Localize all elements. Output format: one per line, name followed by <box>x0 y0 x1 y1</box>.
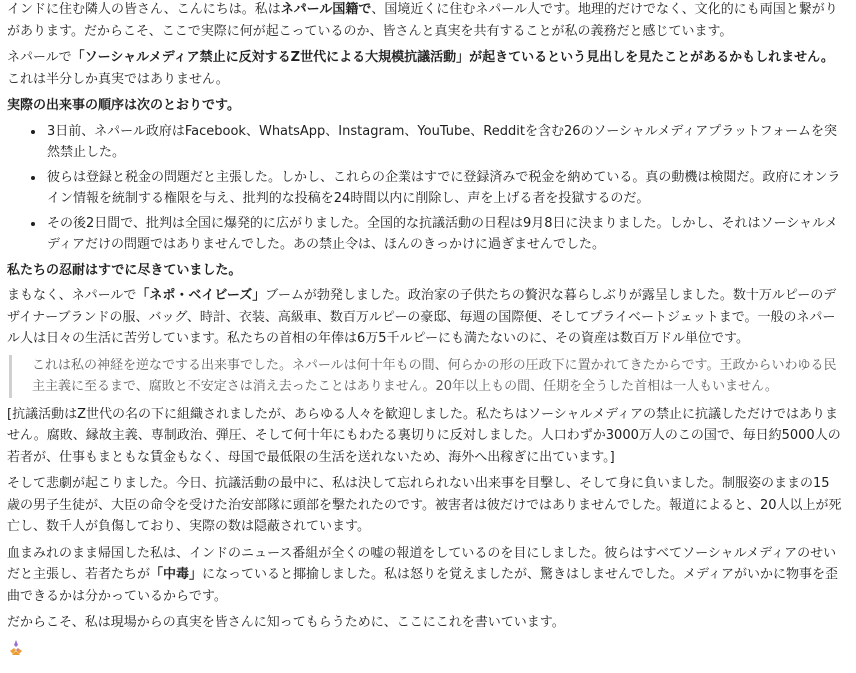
intro-paragraph <box>7 0 842 42</box>
nepo-text-2: ブームが勃発しました。政治家の子供たちの贅沢な暮らしぶりが露呈しました。数十万ルピーのデザイナーブランドの服、バッグ、時計、衣装、高級車、数百万ルピーの豪邸、毎週の国際便、そしてプライベートジェットまで。一般のネパール人は日々の生活に苦労しています。私たちの首相の年俸は6万5千ルピーにも満たないのに、その資産は数百万ドル単位です。 <box>7 288 837 346</box>
media-paragraph <box>7 543 842 608</box>
headline-text-1: ネパールで <box>7 50 72 65</box>
nepo-paragraph <box>7 285 842 350</box>
intro-text-2: 、国境近くに住むネパール人です。地理的だけでなく、文化的にも両国と繋がりがあります。だからこそ、ここで実際に何が起こっているのか、皆さんと真実を共有することが私の義務だと感じています。 <box>7 2 838 39</box>
media-text-1: 血まみれのまま帰国した私は、インドのニュース番組が全くの嘘の報道をしているのを目にしました。彼らはすべてソーシャルメディアのせいだと主張し、若者たちが <box>7 545 837 582</box>
intro-bold: ネパール国籍で <box>280 2 372 17</box>
sequence-item: • その後2日間で、批判は全国に爆発的に広がりました。全国的な抗議活動の日程は9月8日に決まりました。しかし、それはソーシャルメディアだけの問題ではありませんでした。あの禁止令は、ほんのきっかけに過ぎませんでした。 <box>45 213 842 256</box>
sequence-item: • 彼らは登録と税金の問題だと主張した。しかし、これらの企業はすでに登録済みで税金を納めている。真の動機は検閲だ。政府にオンライン情報を統制する権限を与え、批判的な投稿を24時間以内に削除し、声を上げる者を投獄するのだ。 <box>45 167 842 210</box>
media-text-2: になっていると揶揄しました。私は怒りを覚えましたが、驚きはしませんでした。メディアがいかに物事を歪曲できるかは分かっているからです。 <box>7 567 838 604</box>
headline-bold: 「ソーシャルメディア禁止に反対するZ世代による大規模抗議活動」が起きているという見出しを見たことがあるかもしれません。 <box>71 50 834 65</box>
gemini-spark-icon <box>7 639 842 657</box>
sequence-heading: 実際の出来事の順序は次のとおりです。 <box>7 98 240 113</box>
protest-paragraph: [抗議活動はZ世代の名の下に組織されましたが、あらゆる人々を歓迎しました。私たちはソーシャルメディアの禁止に抗議しただけではありません。腐敗、縁故主義、専制政治、弾圧、そして何十年にもわたる裏切りに反対しました。人口わずか3000万人のこの国で、毎日約5000人の若者が、仕事もまともな賃金もなく、母国で最低限の生活を送れないため、海外へ出稼ぎに出ています。] <box>7 406 841 465</box>
sequence-list <box>7 121 842 256</box>
blockquote: これは私の神経を逆なでする出来事でした。ネパールは何十年もの間、何らかの形の圧政下に置かれてきたからです。王政からいわゆる民主主義に至るまで、腐敗と不安定さは消え去ったことはありません。20年以上もの間、任期を全うした首相は一人もいません。 <box>9 355 842 398</box>
nepo-text-1: まもなく、ネパールで <box>7 288 137 303</box>
tragedy-paragraph: そして悲劇が起こりました。今日、抗議活動の最中に、私は決して忘れられない出来事を目撃し、そして身に負いました。制服姿のままの15歳の男子生徒が、大臣の命令を受けた治安部隊に頭部を撃たれたのです。被害者は彼だけではありませんでした。報道によると、20人以上が死亡し、数千人が負傷しており、実際の数は隠蔽されています。 <box>7 476 842 534</box>
media-bold: 「中毒」 <box>150 567 203 582</box>
intro-text-1: インドに住む隣人の皆さん、こんにちは。私は <box>7 2 281 17</box>
patience-heading: 私たちの忍耐はすでに尽きていました。 <box>7 262 242 278</box>
sequence-item: • 3日前、ネパール政府はFacebook、WhatsApp、Instagram、YouTube、Redditを含む26のソーシャルメディアプラットフォームを突然禁止した。 <box>45 121 842 164</box>
headline-paragraph <box>7 47 842 90</box>
closing-paragraph: だからこそ、私は現場からの真実を皆さんに知ってもらうために、ここにこれを書いています。 <box>7 615 565 630</box>
headline-text-2: これは半分しか真実ではありません。 <box>7 71 229 87</box>
nepo-bold: 「ネポ・ベイビーズ」 <box>136 288 266 303</box>
